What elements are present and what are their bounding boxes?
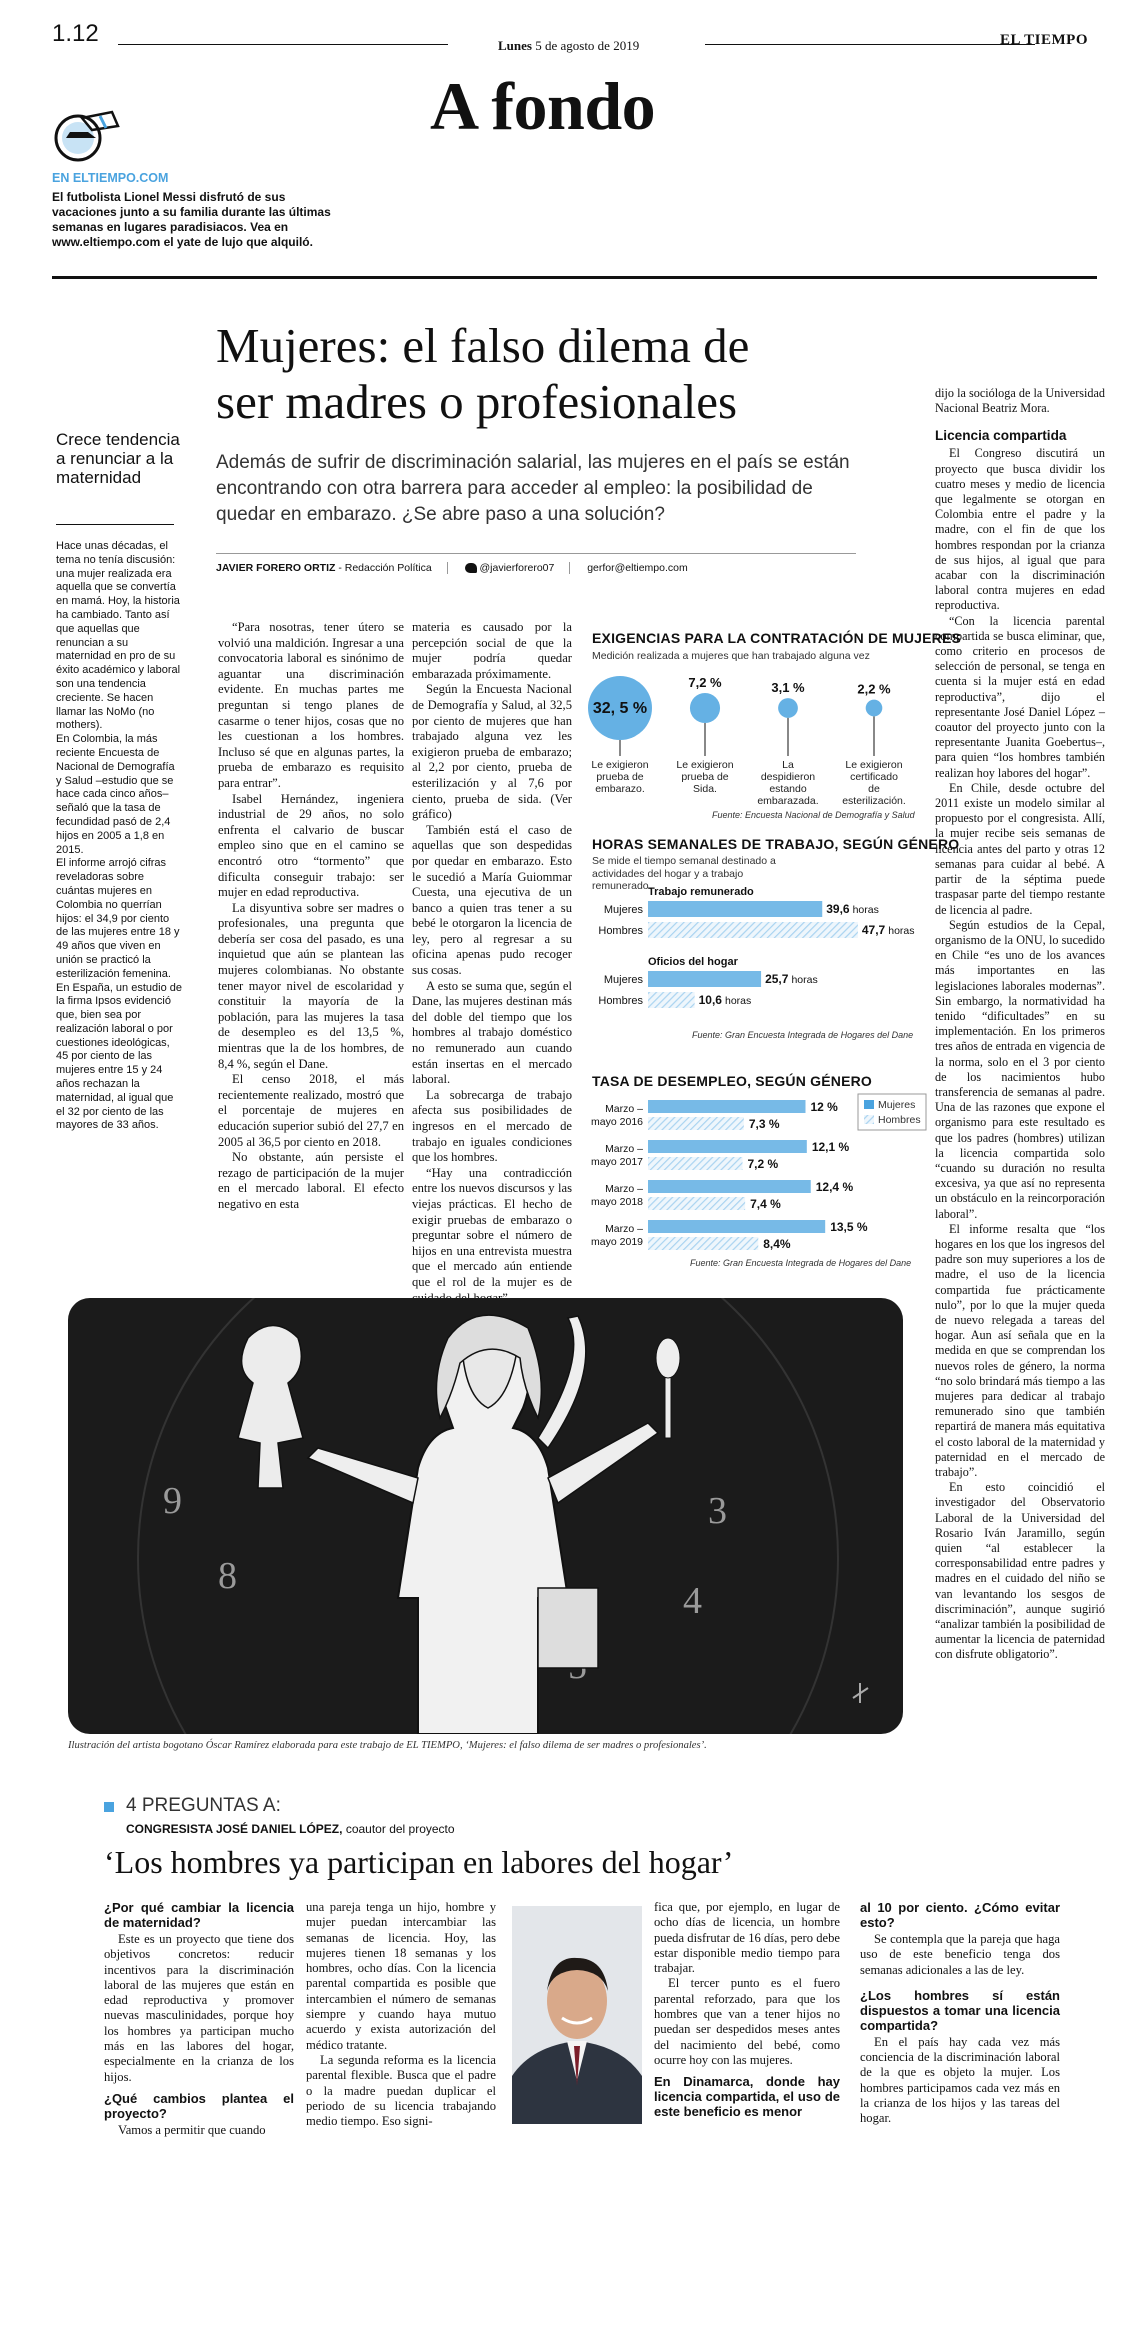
page-number: 1.12 <box>52 20 99 47</box>
chart1-source: Fuente: Encuesta Nacional de Demografía y Salud <box>712 810 915 820</box>
bar-hombres <box>648 1157 743 1170</box>
bar-hombres <box>648 922 858 938</box>
subject-name: CONGRESISTA JOSÉ DANIEL LÓPEZ, <box>126 1822 343 1836</box>
article-headline <box>216 318 749 430</box>
interview-column-2 <box>306 1900 496 2129</box>
question-2: ¿Qué cambios plantea el proyecto? <box>104 2090 294 2121</box>
body-paragraph: materia es causado por la percepción social de que la mujer podría quedar embarazada próximamente. <box>412 620 572 681</box>
bubble-category-label: de <box>868 783 880 795</box>
bubble-value-label: 3,1 % <box>771 680 805 696</box>
bubble-1 <box>690 693 720 723</box>
bar-unit-label: horas <box>791 974 818 986</box>
masthead-rule-left <box>118 44 448 45</box>
chart3-source: Fuente: Gran Encuesta Integrada de Hogares del Dane <box>690 1258 912 1268</box>
subject-role: coautor del proyecto <box>345 1822 455 1836</box>
masthead-date <box>498 38 639 54</box>
bubble-3 <box>866 700 883 717</box>
bar-unit-label: horas <box>724 995 752 1007</box>
bar-unit-label: horas <box>852 904 879 916</box>
body-paragraph: “Para nosotras, tener útero se volvió una maldición. Ingresar a una convocatoria laboral es sinónimo de aguantar una discriminación evidente. En muchas partes me preguntan si tengo planes de casarme o tener hijos, cosas que no les cuestionan a los hombres. Incluso sé que en algunas partes, la prueba de embarazo es requisito para entrar”. <box>218 620 404 790</box>
bar-category-label: Hombres <box>598 925 643 937</box>
chart3-legend <box>858 1094 926 1130</box>
article-column-2 <box>412 620 572 1306</box>
answer-2: La segunda reforma es la licencia parental flexible. Busca que el padre o la madre puedan duplicar el periodo de su licencia trabajando medio tiempo. Eso signi- <box>306 2052 496 2129</box>
sidebar-paragraph: En Colombia, la más reciente Encuesta de Nacional de Demografía y Salud –estudio que se hace cada cinco años– señaló que la tasa de fecundidad pasó de 2,4 hijos en 2005 a 1,8 en 2015. <box>56 733 175 856</box>
body-paragraph: La disyuntiva sobre ser madres o profesionales, una pregunta que debería ser cosa del pasado, es una inquietud que aún se plantean las mujeres colombianas. No obstante tener mayor nivel de escolaridad y constituir la mayoría de la población, para las mujeres la tasa de desempleo es del 13,5 %, mientras que la de los hombres, de 8,4 %, según el Dane. <box>218 900 404 1071</box>
bar-mujeres <box>648 901 822 917</box>
sidebar-rule <box>56 524 174 525</box>
bubble-category-label: estando <box>769 783 807 795</box>
header-bottom-rule <box>52 276 1097 279</box>
subject-photo <box>512 1906 642 2124</box>
bar-value-label: 39,6 horas <box>826 902 879 916</box>
legend-label: Mujeres <box>878 1099 916 1111</box>
chart2-source: Fuente: Gran Encuesta Integrada de Hogares del Dane <box>692 1030 914 1040</box>
body-paragraph: No obstante, aún persiste el rezago de participación de la mujer en el mercado laboral. El efecto negativo en esta <box>218 1150 404 1211</box>
clock-woman-illustration <box>68 1298 903 1734</box>
bubble-category-label: prueba de <box>681 771 729 783</box>
date-rest: 5 de agosto de 2019 <box>535 38 640 53</box>
newspaper-name: EL TIEMPO <box>1000 32 1088 48</box>
bar-value-label: 7,2 % <box>747 1157 779 1171</box>
sidebar-paragraph: En España, un estudio de la firma Ipsos evidenció que, bien sea por realización laboral o por cuestiones ideológicas, 45 por ciento de las mujeres entre 15 y 24 años rechazan la maternidad, al igual que el 32 por ciento de las mayores de 33 años. <box>56 981 182 1132</box>
body-paragraph: El censo 2018, el más recientemente realizado, mostró que el porcentaje de mujeres en educación superior subió del 27,7 en 2005 al 36,5 por ciento en 2018. <box>218 1072 404 1149</box>
body-paragraph: “Con la licencia parental compartida se busca eliminar, que, como criterio en procesos de selección de personal, se tenga en cuenta si la mujer está en edad reproductiva”, dijo el representante José Daniel López –coautor del proyecto junto con la representante Juanita Goebertus–, para quien “los hombres también realizan hoy labores del hogar”. <box>935 613 1105 780</box>
body-paragraph: El informe resalta que “los hogares en los que los ingresos del padre son muy superiores a los de madre, el uso de la licencia compartida fue prácticamente nulo”, por lo que la mujer queda de nuevo relegada a tareas del hogar. Aun así señala que en la medida en que se comprendan los nuevos roles de género, la norma “no solo brindará más tiempo a las mujeres para dedicar al trabajo remunerado sino que también repartirá de manera más equitativa el costo laboral de la maternidad y paternidad en el mercado de trabajo”. <box>935 1221 1105 1480</box>
byline-desk: - Redacción Política <box>338 562 432 574</box>
bar-value-label: 13,5 % <box>830 1220 868 1234</box>
period-label: Marzo – <box>605 1183 643 1195</box>
article-column-right <box>935 386 1105 1663</box>
interview-column-4 <box>860 1900 1060 2127</box>
legend-swatch <box>864 1100 874 1109</box>
illustration-caption: Ilustración del artista bogotano Óscar Ramírez elaborada para este trabajo de EL TIEMPO, ‘Mujeres: el falso dilema de ser madres o profesionales’. <box>68 1740 707 1751</box>
interview-column-3 <box>654 1900 840 2121</box>
chart1-svg <box>588 668 928 818</box>
chart3-title: TASA DE DESEMPLEO, SEGÚN GÉNERO <box>592 1073 873 1089</box>
illustration <box>68 1298 903 1734</box>
body-paragraph: El Congreso discutirá un proyecto que busca dividir los cuatro meses y medio de licencia que legalmente se otorgan en Colombia entre el padre y la madre, con el fin de que los hombres respondan por la crianza de sus hijos, al igual que para acabar con la discriminación laboral contra mujeres en edad reproductiva. <box>935 446 1105 613</box>
bubble-category-label: Le exigieron <box>845 759 903 771</box>
legend-swatch <box>864 1115 874 1124</box>
bar-group-label: Oficios del hogar <box>648 956 738 968</box>
question-3: En Dinamarca, donde hay licencia compartida, el uso de este beneficio es menor <box>654 2074 840 2120</box>
sidebar-paragraph: El informe arrojó cifras reveladoras sobre cuántas mujeres en Colombia no querrían hijos: el 34,9 por ciento de las mujeres entre 18 y 49 años que viven en unión se practicó la esterilización femenina. <box>56 857 180 980</box>
bubble-value-label: 32, 5 % <box>592 700 648 717</box>
bubble-category-label: prueba de <box>596 771 644 783</box>
bar-mujeres <box>648 1140 807 1153</box>
byline-twitter[interactable]: @javierforero07 <box>479 562 555 574</box>
body-paragraph: A esto se suma que, según el Dane, las mujeres destinan más del doble del tiempo que los hombres al trabajo doméstico no remunerado aun cuando están insertas en el mercado laboral. <box>412 978 572 1087</box>
answer-2-start: Vamos a permitir que cuando <box>118 2122 266 2137</box>
question-1: ¿Por qué cambiar la licencia de maternidad? <box>104 1900 294 1930</box>
answer-3a: fica que, por ejemplo, en lugar de ocho días de licencia, un hombre pueda disfrutar de 16 días, pero debe estar disponible medio tiempo para trabajar. <box>654 1900 840 1976</box>
bar-mujeres <box>648 1220 825 1233</box>
sidebar-title: Crece tendencia a renunciar a la maternidad <box>56 430 180 487</box>
bubble-category-label: embarazada. <box>757 795 819 807</box>
bubble-2 <box>778 698 798 718</box>
byline-email[interactable]: gerfor@eltiempo.com <box>587 562 688 574</box>
portrait-photo <box>512 1906 642 2124</box>
interview-subject <box>126 1822 455 1836</box>
clock-numeral: 9 <box>163 1480 182 1522</box>
bar-mujeres <box>648 1180 811 1193</box>
legend-label: Hombres <box>878 1114 921 1126</box>
date-day: Lunes <box>498 38 532 53</box>
bar-value-label: 7,4 % <box>750 1197 781 1211</box>
bar-mujeres <box>648 1100 806 1113</box>
answer-1: Este es un proyecto que tiene dos objetivos concretos: reducir incentivos para la discriminación laboral de las mujeres que están en edad reproductiva y promover nuevas masculinidades, porque hoy los hombres ya participan mucho más en las labores del hogar, especialmente en la crianza de los hijos. <box>104 1932 294 2084</box>
bubble-category-label: Le exigieron <box>591 759 649 771</box>
bar-value-label: 12,4 % <box>815 1180 854 1194</box>
bar-value-label: 47,7 horas <box>861 923 915 937</box>
bar-value-label: 12 % <box>810 1100 838 1114</box>
sidebar-body <box>56 540 182 1133</box>
headline-line-2: ser madres o profesionales <box>216 374 738 429</box>
bar-category-label: Mujeres <box>603 974 643 986</box>
bubble-category-label: Le exigieron <box>676 759 734 771</box>
answer-2: una pareja tenga un hijo, hombre y mujer puedan intercambiar las semanas de licencia. Hoy, las mujeres tienen 18 semanas y los hombres, ocho días. Con la licencia parental compartida es posible que intercambien el número de semanas siempre y cuando haya mutuo acuerdo y exista autorización del médico tratante. <box>306 1900 496 2052</box>
question-3-cont: al 10 por ciento. ¿Cómo evitar esto? <box>860 1900 1060 1930</box>
body-paragraph: La sobrecarga de trabajo afecta sus posibilidades de ingresos en el mercado de trabajo en iguales condiciones que los hombres. <box>412 1087 572 1165</box>
period-label: Marzo – <box>605 1103 643 1115</box>
bubble-category-label: certificado <box>850 771 898 783</box>
byline <box>216 562 688 574</box>
promo-label[interactable]: EN ELTIEMPO.COM <box>52 171 169 185</box>
clock-numeral: 4 <box>683 1580 702 1622</box>
bar-value-label: 25,7 horas <box>765 972 818 986</box>
chart2-subtitle: Se mide el tiempo semanal destinado a actividades del hogar y a trabajo remunerado. <box>592 855 776 892</box>
promo-text: El futbolista Lionel Messi disfrutó de sus vacaciones junto a su familia durante las últimas semanas en lugares paradisiacos. Vea en www.eltiempo.com el yate de lujo que alquiló. <box>52 190 331 249</box>
bubble-category-label: embarazo. <box>595 783 645 795</box>
bar-value-label: 7,3 % <box>748 1117 780 1131</box>
clock-numeral: 8 <box>218 1555 237 1597</box>
bar-mujeres <box>648 971 761 987</box>
chart3-svg <box>588 1090 928 1260</box>
interview-kicker: 4 PREGUNTAS A: <box>126 1795 281 1816</box>
interview-kicker-square <box>104 1802 114 1812</box>
period-label: mayo 2019 <box>591 1236 643 1248</box>
bar-category-label: Mujeres <box>603 904 643 916</box>
yacht-icon <box>52 108 124 168</box>
body-paragraph: También está el caso de aquellas que son despedidas por quedar en embarazo. Esto le sucedió a María Guiommar Cuesta, una ejecutiva de un banco a quien tras tener a su bebé le otorgaron la licencia de ley, pero al regresar a su oficina apenas pudo recoger sus cosas. <box>412 822 572 978</box>
masthead-rule-right <box>705 44 1035 45</box>
promo-icon <box>52 108 124 168</box>
bar-value-label: 12,1 % <box>811 1140 850 1154</box>
bar-value-label: 10,6 horas <box>698 993 752 1007</box>
bar-hombres <box>648 992 695 1008</box>
chart1-title: EXIGENCIAS PARA LA CONTRATACIÓN DE MUJERES <box>592 630 962 646</box>
bar-group-label: Trabajo remunerado <box>648 886 754 898</box>
article-deck: Además de sufrir de discriminación salarial, las mujeres en el país se están encontrando con otra barrera para acceder al empleo: la posibilidad de quedar en embarazo. ¿Se abre paso a una solución? <box>216 452 850 525</box>
body-paragraph: “Hay una contradicción entre los nuevos discursos y las viejas prácticas. El hecho de exigir pruebas de embarazo o preguntar sobre el número de hijos en una entrevista muestra que el mercado aún entiende que el rol de la mujer es de <box>412 1165 572 1289</box>
answer-3b: El tercer punto es el fuero parental reforzado, para que los hombres que van a tener hijos no puedan ser despedidos meses antes del nacimiento del bebé, como ocurre hoy con las mujeres. <box>654 1976 840 2067</box>
bar-hombres <box>648 1117 744 1130</box>
bubble-value-label: 2,2 % <box>857 681 891 697</box>
body-paragraph: En esto coincidió el investigador del Observatorio Laboral de la Universidad del Rosario Iván Jaramillo, según quien “al establecer la corresponsabilidad entre padres y madres en el cuidado del niño se van levantando los sesgos de discriminación”, aunque sugirió “analizar también la posibilidad de aumentar la licencia de paternidad con disfrute obligatorio”. <box>935 1480 1105 1662</box>
bubble-category-label: Sida. <box>693 783 717 795</box>
byline-rule <box>216 553 856 554</box>
chart1-subtitle: Medición realizada a mujeres que han trabajado alguna vez <box>592 650 870 662</box>
answer-4: En el país hay cada vez más conciencia de la discriminación laboral de la que es objeto la mujer. Los hombres participamos cada vez más en la crianza de los hijos y las tareas del hogar. <box>860 2034 1060 2126</box>
period-label: mayo 2018 <box>591 1196 643 1208</box>
bar-category-label: Hombres <box>598 995 643 1007</box>
byline-name: JAVIER FORERO ORTIZ <box>216 562 336 574</box>
section-title: A fondo <box>430 68 656 144</box>
bar-value-label: 8,4% <box>763 1237 791 1251</box>
sidebar-paragraph: Hace unas décadas, el tema no tenía discusión: una mujer realizada era aquella que se convertía en mamá. Hoy, la historia ha cambiado. Tanto así que aquellas que renuncian a su maternidad en pro de su éxito académico y laboral son una tendencia creciente. Se hacen llamar las NoMo (no mothers). <box>56 540 181 732</box>
headline-line-1: Mujeres: el falso dilema de <box>216 318 750 373</box>
body-paragraph: En Chile, desde octubre del 2011 existe un modelo similar al propuesto por el congresista. Allí, la mujer recibe seis semanas de licencia antes del parto y otras 12 semanas para cuidar al bebé. A partir de la séptima puede traspasar parte del tiempo restante de licencia al padre. <box>935 780 1105 917</box>
period-label: Marzo – <box>605 1143 643 1155</box>
chart2-title: HORAS SEMANALES DE TRABAJO, SEGÚN GÉNERO <box>592 836 960 852</box>
interview-column-1 <box>104 1900 294 2138</box>
body-paragraph: Según estudios de la Cepal, organismo de la ONU, lo sucedido en Chile “es uno de los avances más importantes en las legislaciones laborales modernas”. Sin embargo, la normatividad ha tenido “dificultades” en su implementación. En los primeros tres años de entrada en vigencia de la norma, solo en el 3 por ciento de los nacimientos hubo transferencia de semanas al padre. Una de las razones que expone el organismo para este resultado es que los padres (hombres) utilizan la licencia compartida solo “cuando su duración no resulta excesiva, ya que así no representa un obstáculo en la reincorporación laboral”. <box>935 917 1105 1221</box>
bar-unit-label: horas <box>888 925 915 937</box>
answer-3: Se contempla que la pareja que haga uso de este beneficio tenga dos semanas adicionales a las de ley. <box>860 1932 1060 1977</box>
bar-hombres <box>648 1237 758 1250</box>
article-column-1 <box>218 620 404 1213</box>
right-col-subhead: Licencia compartida <box>935 428 1067 444</box>
bubble-category-label: La <box>782 759 794 771</box>
bubble-category-label: despidieron <box>760 771 816 783</box>
twitter-icon <box>465 563 477 573</box>
body-paragraph: Según la Encuesta Nacional de Demografía y Salud, al 32,5 por ciento de mujeres que han trabajado alguna vez les exigieron prueba de embarazo; al 2,2 por ciento, prueba de esterilización y al 7,6 por ciento, prueba de sida. (Ver gráfico) <box>412 682 572 822</box>
interview-headline: ‘Los hombres ya participan en labores del hogar’ <box>104 1844 734 1880</box>
body-paragraph: dijo la socióloga de la Universidad Nacional Beatriz Mora. <box>935 386 1105 416</box>
body-paragraph: Isabel Hernández, ingeniera industrial de 29 años, no solo enfrenta el calvario de buscar empleo sino que en el camino se encontró otro “tormento” que dificulta conseguir trabajo: ser mujer en edad reproductiva. <box>218 791 404 900</box>
period-label: mayo 2017 <box>591 1156 643 1168</box>
bubble-value-label: 7,2 % <box>688 674 722 690</box>
bubble-category-label: esterilización. <box>842 795 906 807</box>
chart2-svg <box>588 883 928 1033</box>
clock-numeral: 3 <box>708 1490 727 1532</box>
bar-hombres <box>648 1197 745 1210</box>
period-label: Marzo – <box>605 1223 643 1235</box>
question-4: ¿Los hombres sí están dispuestos a tomar una licencia compartida? <box>860 1987 1060 2033</box>
period-label: mayo 2016 <box>591 1116 643 1128</box>
